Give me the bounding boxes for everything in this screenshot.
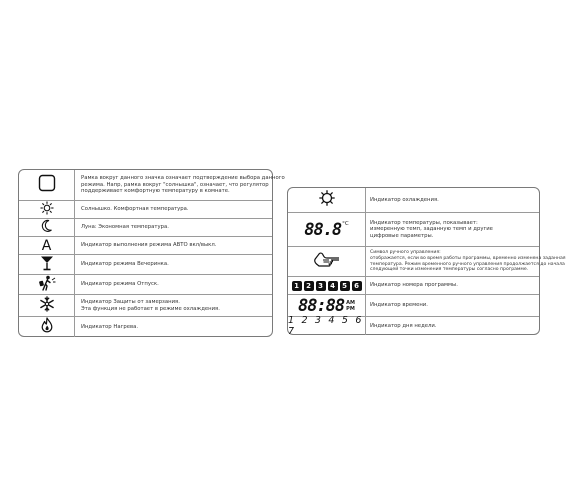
row-description bbox=[81, 237, 268, 254]
table-row bbox=[288, 188, 539, 212]
description-line: Индикатор Нагрева. bbox=[81, 323, 139, 330]
description-line: режима. Напр, рамка вокруг "солнышка", означает, что регулятор bbox=[81, 181, 269, 188]
table-row bbox=[288, 294, 539, 316]
icon-cell bbox=[288, 247, 366, 276]
row-description bbox=[81, 275, 268, 294]
row-description bbox=[81, 255, 268, 274]
table-row bbox=[19, 170, 285, 200]
description-line: Индикатор Защиты от замерзания. bbox=[81, 298, 180, 305]
description-line: Индикатор режима Отпуск. bbox=[81, 281, 159, 288]
table-row bbox=[19, 294, 272, 316]
table-row bbox=[19, 274, 272, 294]
program-number-box: 5 bbox=[340, 281, 350, 291]
description-line: температура. Режим временного ручного управления продолжается до начала bbox=[370, 261, 565, 267]
icon-cell bbox=[288, 188, 366, 212]
auto-a-icon: A bbox=[41, 237, 52, 254]
description-line: Индикатор номера программы. bbox=[370, 282, 458, 289]
vacation-traveler-icon bbox=[38, 275, 56, 295]
icon-cell bbox=[288, 213, 366, 246]
icon-cell bbox=[19, 295, 75, 316]
weekdays-icon: 1 2 3 4 5 6 7 bbox=[288, 315, 364, 337]
table-row bbox=[19, 316, 272, 337]
icon-cell bbox=[288, 295, 366, 316]
program-number-box: 2 bbox=[304, 281, 314, 291]
description-line: цифровые параметры. bbox=[370, 232, 434, 239]
program-numbers-icon bbox=[291, 281, 363, 291]
celsius-unit: °C bbox=[342, 220, 349, 227]
cooling-snowflake-icon bbox=[319, 190, 335, 210]
temperature-digits: 88.8 bbox=[304, 219, 342, 240]
row-description bbox=[370, 213, 535, 246]
icon-cell bbox=[19, 201, 75, 218]
temperature-digits-icon bbox=[304, 220, 349, 240]
pm-label: PM bbox=[346, 305, 355, 312]
description-line: Эта функция не работает в режиме охлаждения. bbox=[81, 305, 220, 312]
description-line: Рамка вокруг данного значка означает подтверждение выбора данного bbox=[81, 175, 285, 182]
icon-cell bbox=[19, 317, 75, 337]
flame-icon bbox=[41, 317, 53, 337]
icon-cell bbox=[19, 219, 75, 236]
hand-manual-icon bbox=[314, 252, 340, 272]
program-number-box: 1 bbox=[292, 281, 302, 291]
table-row bbox=[19, 200, 272, 218]
description-line: Индикатор времени. bbox=[370, 302, 428, 309]
frame-square-icon bbox=[38, 174, 56, 196]
clock-digits-icon bbox=[298, 296, 355, 316]
row-description bbox=[370, 188, 535, 212]
cocktail-glass-icon bbox=[40, 255, 54, 275]
row-description bbox=[370, 317, 535, 335]
row-description bbox=[370, 247, 566, 276]
description-line: отображается, если во время работы программы, временно изменена заданная bbox=[370, 255, 566, 261]
table-row bbox=[288, 276, 539, 294]
description-line: Символ ручного управления: bbox=[370, 250, 441, 256]
row-description bbox=[81, 295, 268, 316]
description-line: поддерживает комфортную температуру в комнате. bbox=[81, 188, 230, 195]
moon-icon bbox=[41, 218, 53, 237]
program-number-box: 6 bbox=[352, 281, 362, 291]
program-number-box: 4 bbox=[328, 281, 338, 291]
table-row bbox=[19, 218, 272, 236]
description-line: следующей точки изменения температуры согласно программе. bbox=[370, 267, 529, 273]
table-row bbox=[19, 236, 272, 254]
sun-icon bbox=[40, 200, 54, 219]
description-line: Индикатор дня недели. bbox=[370, 322, 437, 329]
clock-digits: 88:88 bbox=[297, 295, 345, 316]
icon-cell bbox=[288, 277, 366, 294]
icon-cell bbox=[19, 255, 75, 274]
right-indicator-table bbox=[287, 187, 566, 337]
program-number-box: 3 bbox=[316, 281, 326, 291]
description-line: Луна: Экономная температура. bbox=[81, 224, 169, 231]
table-row bbox=[19, 254, 272, 274]
left-indicator-table bbox=[18, 169, 285, 337]
am-label: AM bbox=[346, 299, 356, 306]
snowflake-icon bbox=[39, 296, 55, 316]
row-description bbox=[81, 219, 268, 236]
row-description bbox=[81, 201, 268, 218]
icon-cell bbox=[19, 237, 75, 254]
description-line: измеренную темп, заданную темп и другие bbox=[370, 226, 493, 233]
row-description bbox=[370, 277, 535, 294]
table-row bbox=[288, 316, 539, 335]
description-line: Индикатор выполнения режима АВТО вкл/выкл. bbox=[81, 242, 217, 249]
icon-cell bbox=[19, 275, 75, 294]
description-line: Индикатор температуры, показывает: bbox=[370, 219, 478, 226]
table-row bbox=[288, 212, 539, 246]
description-line: Индикатор режима Вечеринка. bbox=[81, 261, 169, 268]
row-description bbox=[81, 170, 285, 200]
icon-cell bbox=[19, 170, 75, 200]
description-line: Солнышко. Комфортная температура. bbox=[81, 206, 189, 213]
row-description bbox=[370, 295, 535, 316]
table-row bbox=[288, 246, 566, 276]
description-line: Индикатор охлаждения. bbox=[370, 196, 439, 203]
row-description bbox=[81, 317, 268, 337]
icon-cell bbox=[288, 317, 366, 335]
